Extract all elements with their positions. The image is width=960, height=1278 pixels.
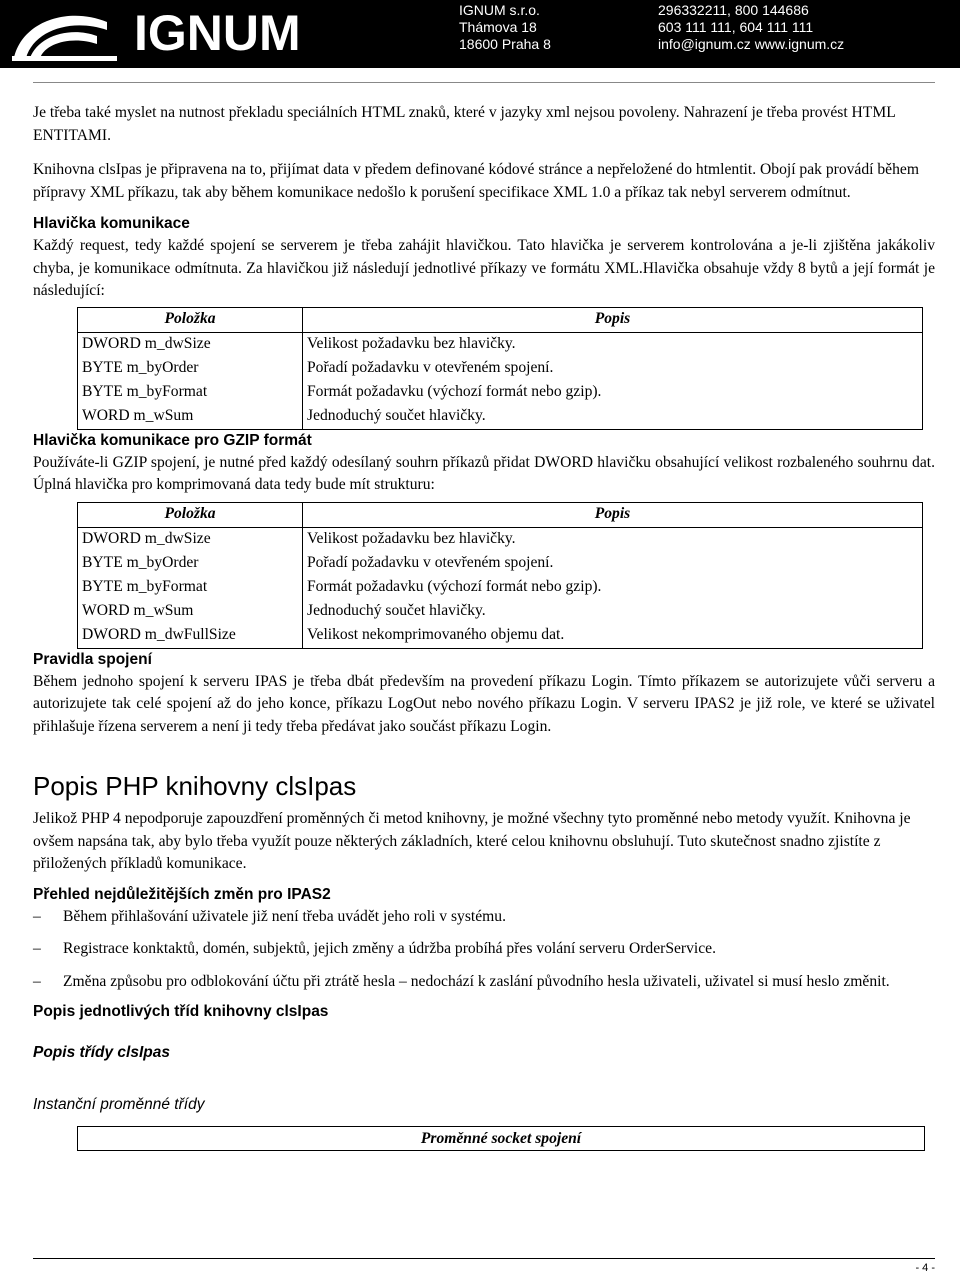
company-street: Thámova 18 (459, 19, 537, 35)
list-item: – Během přihlašování uživatele již není třeba uvádět jeho roli v systému. (33, 906, 935, 929)
table-row: WORD m_wSum Jednoduchý součet hlavičky. (78, 600, 923, 624)
column-header-item: Položka (78, 307, 303, 332)
heading-ipas2-changes: Přehled nejdůležitějších změn pro IPAS2 (33, 885, 331, 903)
company-address (459, 2, 551, 53)
table-header-row (78, 502, 923, 527)
dash-bullet: – (33, 940, 41, 957)
table-row: BYTE m_byFormat Formát požadavku (výchozí formát nebo gzip). (78, 576, 923, 600)
column-header-item: Položka (78, 502, 303, 527)
heading-connection-rules: Pravidla spojení (33, 650, 152, 668)
paragraph-php-library: Jelikož PHP 4 nepodporuje zapouzdření proměnných či metod knihovny, je možné všechny tyto proměnné nebo metody využít. Knihovna je ovšem napsána tak, aby bylo třeba využít pouze některých základních, které celou knihovnu obsluhují. Tuto skutečnost snadno zjistíte z přiložených příkladů komunikace. (33, 810, 911, 872)
company-city: 18600 Praha 8 (459, 36, 551, 52)
company-web: info@ignum.cz www.ignum.cz (658, 36, 845, 52)
heading-communication-header: Hlavička komunikace (33, 215, 190, 232)
company-contacts (658, 2, 844, 53)
page-header (0, 0, 960, 68)
column-header-description: Popis (303, 502, 923, 527)
paragraph-gzip-description: Používáte-li GZIP spojení, je nutné před každý odesílaný souhrn příkazů přidat DWORD hlavičku obsahující velikost rozbaleného souhrnu dat. Úplná hlavička pro komprimovaná data tedy bude mít strukturu: (33, 453, 935, 493)
table-header-row (78, 307, 923, 332)
paragraph-connection-rules: Během jednoho spojení k serveru IPAS je třeba dbát především na provedení příkazu Login. Tímto příkazem se autorizujete vůči serveru a autorizujete tak celé spojení až do jeho konce, příkazu LogOut nebo nového příkazu Login. V serveru IPAS2 je již role, ve které se uživatel přihlašuje řízena serverem a není ji tedy třeba předávat jako součást příkazu Login. (33, 672, 935, 735)
list-item: – Registrace konktaktů, domén, subjektů, jejich změny a údržba probíhá přes volání serveru OrderService. (33, 938, 935, 961)
table-row: DWORD m_dwFullSize Velikost nekomprimovaného objemu dat. (78, 624, 923, 649)
dash-bullet: – (33, 907, 41, 925)
gzip-header-table (77, 502, 923, 649)
table-row: BYTE m_byOrder Pořadí požadavku v otevřeném spojení. (78, 552, 923, 576)
footer-divider (33, 1258, 935, 1259)
changes-list (33, 906, 935, 994)
column-header-description: Popis (303, 307, 923, 332)
page-number: - 4 - (915, 1262, 935, 1274)
table-row: DWORD m_dwSize Velikost požadavku bez hlavičky. (78, 527, 923, 552)
socket-variables-table-header: Proměnné socket spojení (77, 1126, 925, 1151)
paragraph-codepage: Knihovna clsIpas je připravena na to, přijímat data v předem definované kódové stránce a nepřeložené do htmlentit. Obojí pak provádí během přípravy XML příkazu, tak aby během komunikace nedošlo k porušení specifikace XML 1.0 a příkaz tak nebyl serverem odmítnut. (33, 161, 919, 201)
paragraph-header-description: Každý request, tedy každé spojení se serverem je třeba zahájit hlavičkou. Tato hlavička je serverem kontrolována a je-li zjištěna jakákoliv chyba, je komunikace odmítnuta. Za hlavičkou již následují jednotlivé příkazy ve formátu XML.Hlavička obsahuje vždy 8 bytů a její formát je následující: (33, 237, 935, 299)
heading-gzip-header: Hlavička komunikace pro GZIP formát (33, 431, 312, 449)
company-name: IGNUM s.r.o. (459, 2, 540, 18)
heading-instance-variables: Instanční proměnné třídy (33, 1096, 205, 1113)
company-phones-1: 296332211, 800 144686 (658, 2, 809, 18)
table-row: BYTE m_byOrder Pořadí požadavku v otevřeném spojení. (78, 357, 923, 381)
header-table (77, 307, 923, 430)
table-row: DWORD m_dwSize Velikost požadavku bez hlavičky. (78, 332, 923, 357)
company-phones-2: 603 111 111, 604 111 111 (658, 19, 814, 35)
document-body (33, 102, 935, 1151)
heading-class-clsipas: Popis třídy clsIpas (33, 1044, 170, 1061)
paragraph-entities: Je třeba také myslet na nutnost překladu speciálních HTML znaků, které v jazyky xml nejsou povoleny. Nahrazení je třeba provést HTML ENTITAMI. (33, 104, 896, 144)
table-row: WORD m_wSum Jednoduchý součet hlavičky. (78, 405, 923, 430)
list-item: – Změna způsobu pro odblokování účtu při ztrátě hesla – nedochází k zaslání původního hesla uživateli, uživatel si musí heslo změnit. (33, 971, 935, 994)
dash-bullet: – (33, 972, 41, 990)
heading-library-classes: Popis jednotlivých tříd knihovny clsIpas (33, 1003, 329, 1020)
svg-text:IGNUM: IGNUM (134, 5, 301, 61)
heading-php-library: Popis PHP knihovny clsIpas (33, 771, 357, 801)
ignum-logo (12, 0, 342, 68)
table-row: BYTE m_byFormat Formát požadavku (výchozí formát nebo gzip). (78, 381, 923, 405)
header-divider (33, 82, 935, 83)
